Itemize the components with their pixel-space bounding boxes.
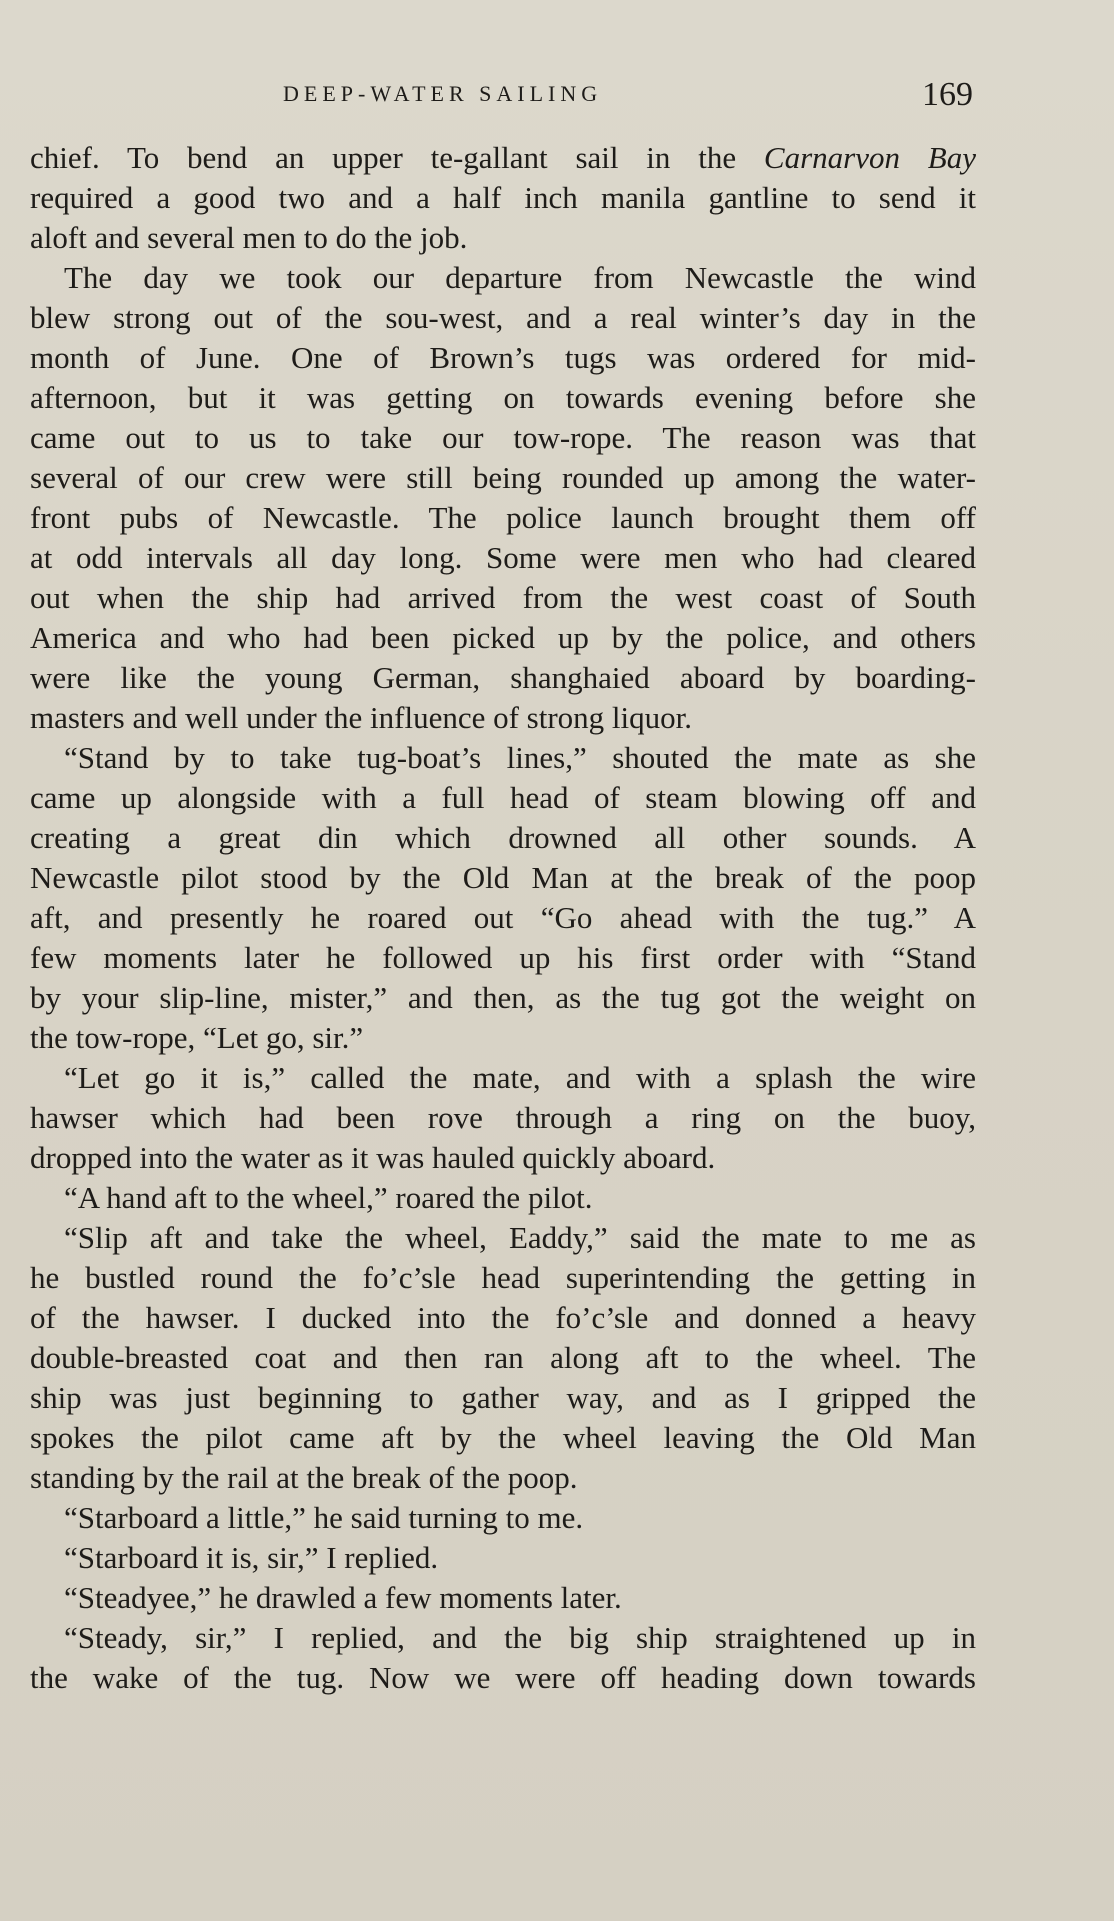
text-line xyxy=(30,1298,976,1338)
text-line xyxy=(30,218,976,258)
line-text: came up alongside with a full head of steam blowing off and xyxy=(30,780,976,815)
line-text: few moments later he followed up his first order with “Stand xyxy=(30,940,976,975)
text-line xyxy=(30,1538,976,1578)
text-line xyxy=(30,338,976,378)
line-text: “Let go it is,” called the mate, and with a splash the wire xyxy=(64,1060,976,1095)
line-text: “Steady, sir,” I replied, and the big ship straightened up in xyxy=(64,1620,976,1655)
text-line xyxy=(30,778,976,818)
line-text: out when the ship had arrived from the west coast of South xyxy=(30,580,976,615)
text-line xyxy=(30,738,976,778)
line-text: month of June. One of Brown’s tugs was ordered for mid- xyxy=(30,340,976,375)
line-text: were like the young German, shanghaied aboard by boarding- xyxy=(30,660,976,695)
text-line xyxy=(30,578,976,618)
line-text: “Starboard a little,” he said turning to me. xyxy=(64,1500,584,1535)
text-line xyxy=(30,938,976,978)
text-line xyxy=(30,1338,976,1378)
line-text: “Starboard it is, sir,” I replied. xyxy=(64,1540,439,1575)
text-line xyxy=(30,1178,976,1218)
text-line xyxy=(30,1498,976,1538)
text-line xyxy=(30,378,976,418)
line-text: blew strong out of the sou-west, and a real winter’s day in the xyxy=(30,300,976,335)
line-text: double-breasted coat and then ran along aft to the wheel. The xyxy=(30,1340,976,1375)
line-text: The day we took our departure from Newcastle the wind xyxy=(64,260,976,295)
text-line xyxy=(30,898,976,938)
line-text: dropped into the water as it was hauled quickly aboard. xyxy=(30,1140,716,1175)
text-line xyxy=(30,1578,976,1618)
line-text: spokes the pilot came aft by the wheel leaving the Old Man xyxy=(30,1420,976,1455)
text-line xyxy=(30,1658,976,1698)
text-line xyxy=(30,1618,976,1658)
text-line xyxy=(30,258,976,298)
body-text xyxy=(30,138,976,1698)
line-text: at odd intervals all day long. Some were men who had cleared xyxy=(30,540,976,575)
text-line xyxy=(30,1138,976,1178)
text-line xyxy=(30,978,976,1018)
line-text: several of our crew were still being rounded up among the water- xyxy=(30,460,976,495)
line-text: chief. To bend an upper te-gallant sail in the xyxy=(30,140,764,175)
text-line xyxy=(30,1258,976,1298)
line-text: required a good two and a half inch manila gantline to send it xyxy=(30,180,976,215)
running-title: DEEP-WATER SAILING xyxy=(283,81,603,106)
line-text: “Slip aft and take the wheel, Eaddy,” said the mate to me as xyxy=(64,1220,976,1255)
text-line xyxy=(30,418,976,458)
text-line xyxy=(30,818,976,858)
line-text: America and who had been picked up by the police, and others xyxy=(30,620,976,655)
running-header xyxy=(0,76,1114,116)
text-line xyxy=(30,1018,976,1058)
text-line xyxy=(30,1378,976,1418)
text-line xyxy=(30,1058,976,1098)
text-line xyxy=(30,698,976,738)
text-line xyxy=(30,498,976,538)
line-text: came out to us to take our tow-rope. The reason was that xyxy=(30,420,976,455)
text-line xyxy=(30,1458,976,1498)
line-text: “Stand by to take tug-boat’s lines,” shouted the mate as she xyxy=(64,740,976,775)
line-text: hawser which had been rove through a ring on the buoy, xyxy=(30,1100,976,1135)
text-line xyxy=(30,618,976,658)
line-text: he bustled round the fo’c’sle head superintending the getting in xyxy=(30,1260,976,1295)
text-line xyxy=(30,138,976,178)
text-line xyxy=(30,858,976,898)
text-line xyxy=(30,1218,976,1258)
text-line xyxy=(30,178,976,218)
line-text: Newcastle pilot stood by the Old Man at the break of the poop xyxy=(30,860,976,895)
line-text: the wake of the tug. Now we were off heading down towards xyxy=(30,1660,976,1695)
line-text: aloft and several men to do the job. xyxy=(30,220,468,255)
line-text: the tow-rope, “Let go, sir.” xyxy=(30,1020,364,1055)
text-line xyxy=(30,1418,976,1458)
line-text: front pubs of Newcastle. The police launch brought them off xyxy=(30,500,976,535)
line-text: aft, and presently he roared out “Go ahead with the tug.” A xyxy=(30,900,976,935)
text-line xyxy=(30,1098,976,1138)
line-text: by your slip-line, mister,” and then, as the tug got the weight on xyxy=(30,980,976,1015)
line-text: “Steadyee,” he drawled a few moments later. xyxy=(64,1580,622,1615)
text-line xyxy=(30,298,976,338)
line-text: ship was just beginning to gather way, and as I gripped the xyxy=(30,1380,976,1415)
line-text: standing by the rail at the break of the poop. xyxy=(30,1460,578,1495)
ship-name-italic: Carnarvon Bay xyxy=(763,140,976,175)
line-text: creating a great din which drowned all other sounds. A xyxy=(30,820,976,855)
line-text: afternoon, but it was getting on towards evening before she xyxy=(30,380,976,415)
line-text: of the hawser. I ducked into the fo’c’sle and donned a heavy xyxy=(30,1300,976,1335)
text-line xyxy=(30,538,976,578)
line-text: “A hand aft to the wheel,” roared the pilot. xyxy=(64,1180,593,1215)
text-line xyxy=(30,458,976,498)
page-number: 169 xyxy=(922,76,973,113)
line-text: masters and well under the influence of strong liquor. xyxy=(30,700,693,735)
text-line xyxy=(30,658,976,698)
